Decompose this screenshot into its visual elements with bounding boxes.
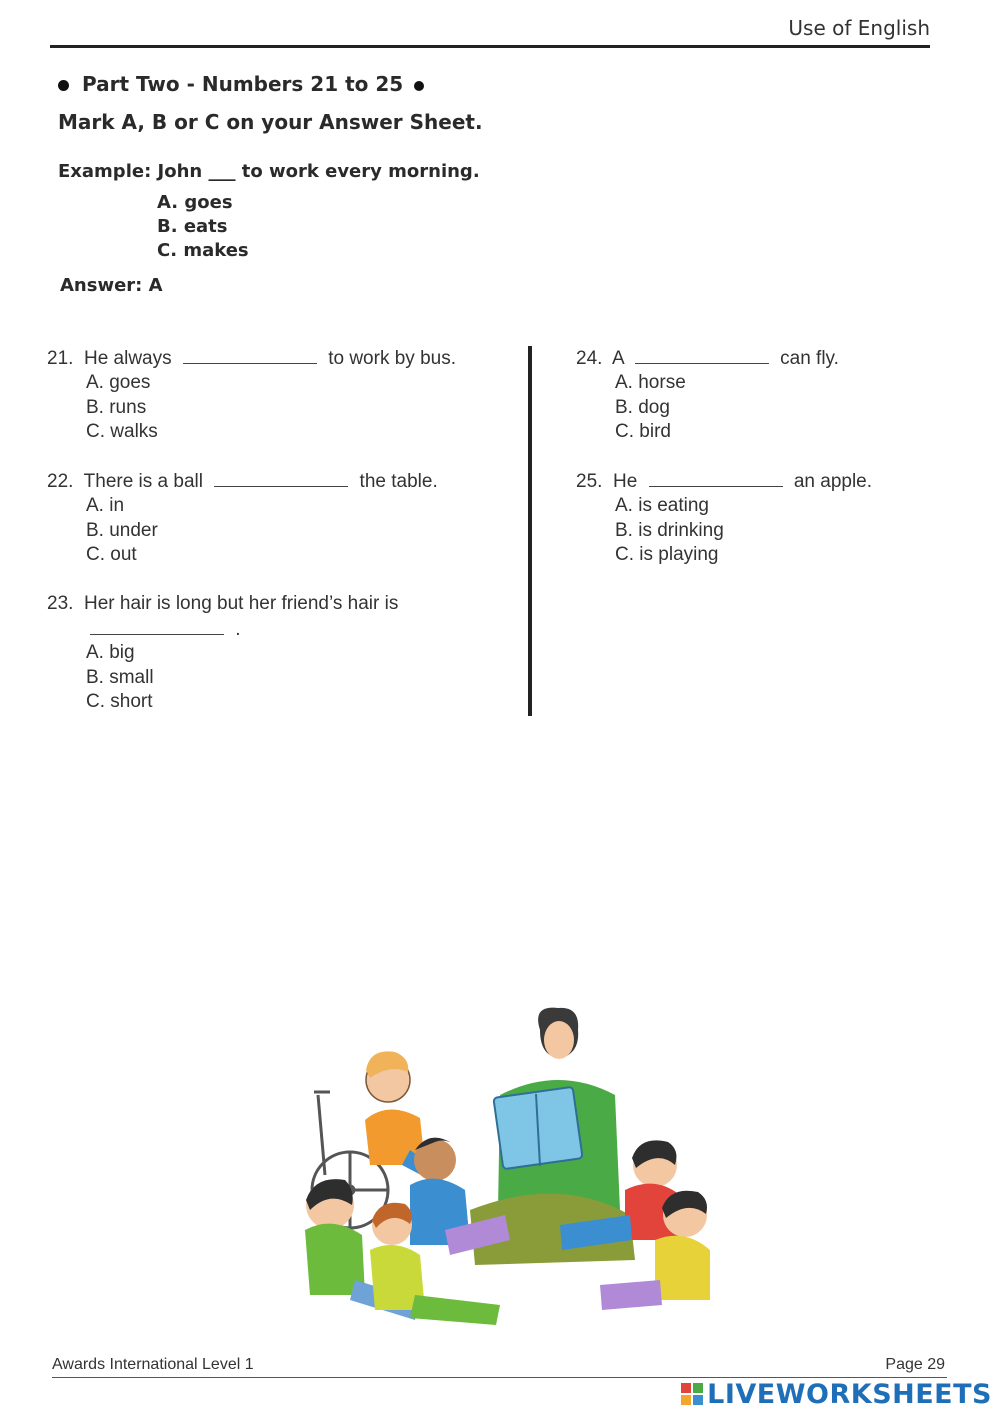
answer-blank[interactable] <box>649 470 783 487</box>
question-text: can fly. <box>780 348 839 369</box>
question-23-blank-line <box>86 618 241 641</box>
question-21-option-c[interactable]: C. walks <box>86 421 158 442</box>
header-title: Use of English <box>788 16 930 40</box>
bullet-icon <box>414 81 424 91</box>
question-text: the table. <box>359 471 438 492</box>
question-21-option-b[interactable]: B. runs <box>86 397 147 418</box>
example-question: Example: John ___ to work every morning. <box>58 161 480 182</box>
question-24-option-b[interactable]: B. dog <box>615 397 670 418</box>
question-22 <box>47 470 438 493</box>
question-23 <box>47 593 398 615</box>
question-text: to work by bus. <box>328 348 456 369</box>
part-heading <box>58 72 424 96</box>
header-divider <box>50 45 930 48</box>
question-text: He always <box>83 348 172 369</box>
question-25-option-a[interactable]: A. is eating <box>615 495 709 516</box>
question-21-option-a[interactable]: A. goes <box>86 372 151 393</box>
example-option-a: A. goes <box>157 192 233 213</box>
answer-blank[interactable] <box>183 347 317 364</box>
page-number: Page 29 <box>885 1356 945 1373</box>
example-option-b: B. eats <box>157 216 228 237</box>
column-divider <box>528 346 532 716</box>
question-23-option-a[interactable]: A. big <box>86 642 135 663</box>
answer-blank[interactable] <box>635 347 769 364</box>
question-24 <box>576 347 839 370</box>
story-time-illustration <box>270 1000 740 1360</box>
brand-text: LIVEWORKSHEETS <box>707 1379 992 1410</box>
question-22-option-c[interactable]: C. out <box>86 544 137 565</box>
question-22-option-a[interactable]: A. in <box>86 495 125 516</box>
liveworksheets-logo[interactable] <box>681 1379 992 1410</box>
bullet-icon <box>58 80 69 91</box>
footer-level: Awards International Level 1 <box>52 1356 254 1373</box>
question-text: Her hair is long but her friend’s hair is <box>83 593 399 614</box>
question-number: 23. <box>47 593 74 614</box>
question-23-option-b[interactable]: B. small <box>86 667 154 688</box>
question-24-option-a[interactable]: A. horse <box>615 372 686 393</box>
question-text: A <box>611 348 624 369</box>
example-option-c: C. makes <box>157 240 249 261</box>
question-25-option-b[interactable]: B. is drinking <box>615 520 724 541</box>
question-text: . <box>235 619 241 640</box>
question-number: 21. <box>47 348 74 369</box>
question-number: 25. <box>576 471 603 492</box>
question-text: There is a ball <box>83 471 203 492</box>
question-25-option-c[interactable]: C. is playing <box>615 544 719 565</box>
question-number: 24. <box>576 348 603 369</box>
question-text: an apple. <box>793 471 873 492</box>
answer-blank[interactable] <box>90 618 224 635</box>
liveworksheets-icon <box>681 1383 703 1405</box>
answer-blank[interactable] <box>214 470 348 487</box>
question-25 <box>576 470 872 493</box>
instruction-text: Mark A, B or C on your Answer Sheet. <box>58 110 483 134</box>
question-23-option-c[interactable]: C. short <box>86 691 153 712</box>
part-title: Part Two - Numbers 21 to 25 <box>81 72 404 96</box>
question-21 <box>47 347 456 370</box>
question-text: He <box>612 471 638 492</box>
question-24-option-c[interactable]: C. bird <box>615 421 671 442</box>
question-number: 22. <box>47 471 74 492</box>
example-answer: Answer: A <box>60 275 163 296</box>
question-22-option-b[interactable]: B. under <box>86 520 158 541</box>
footer-divider <box>52 1377 947 1378</box>
